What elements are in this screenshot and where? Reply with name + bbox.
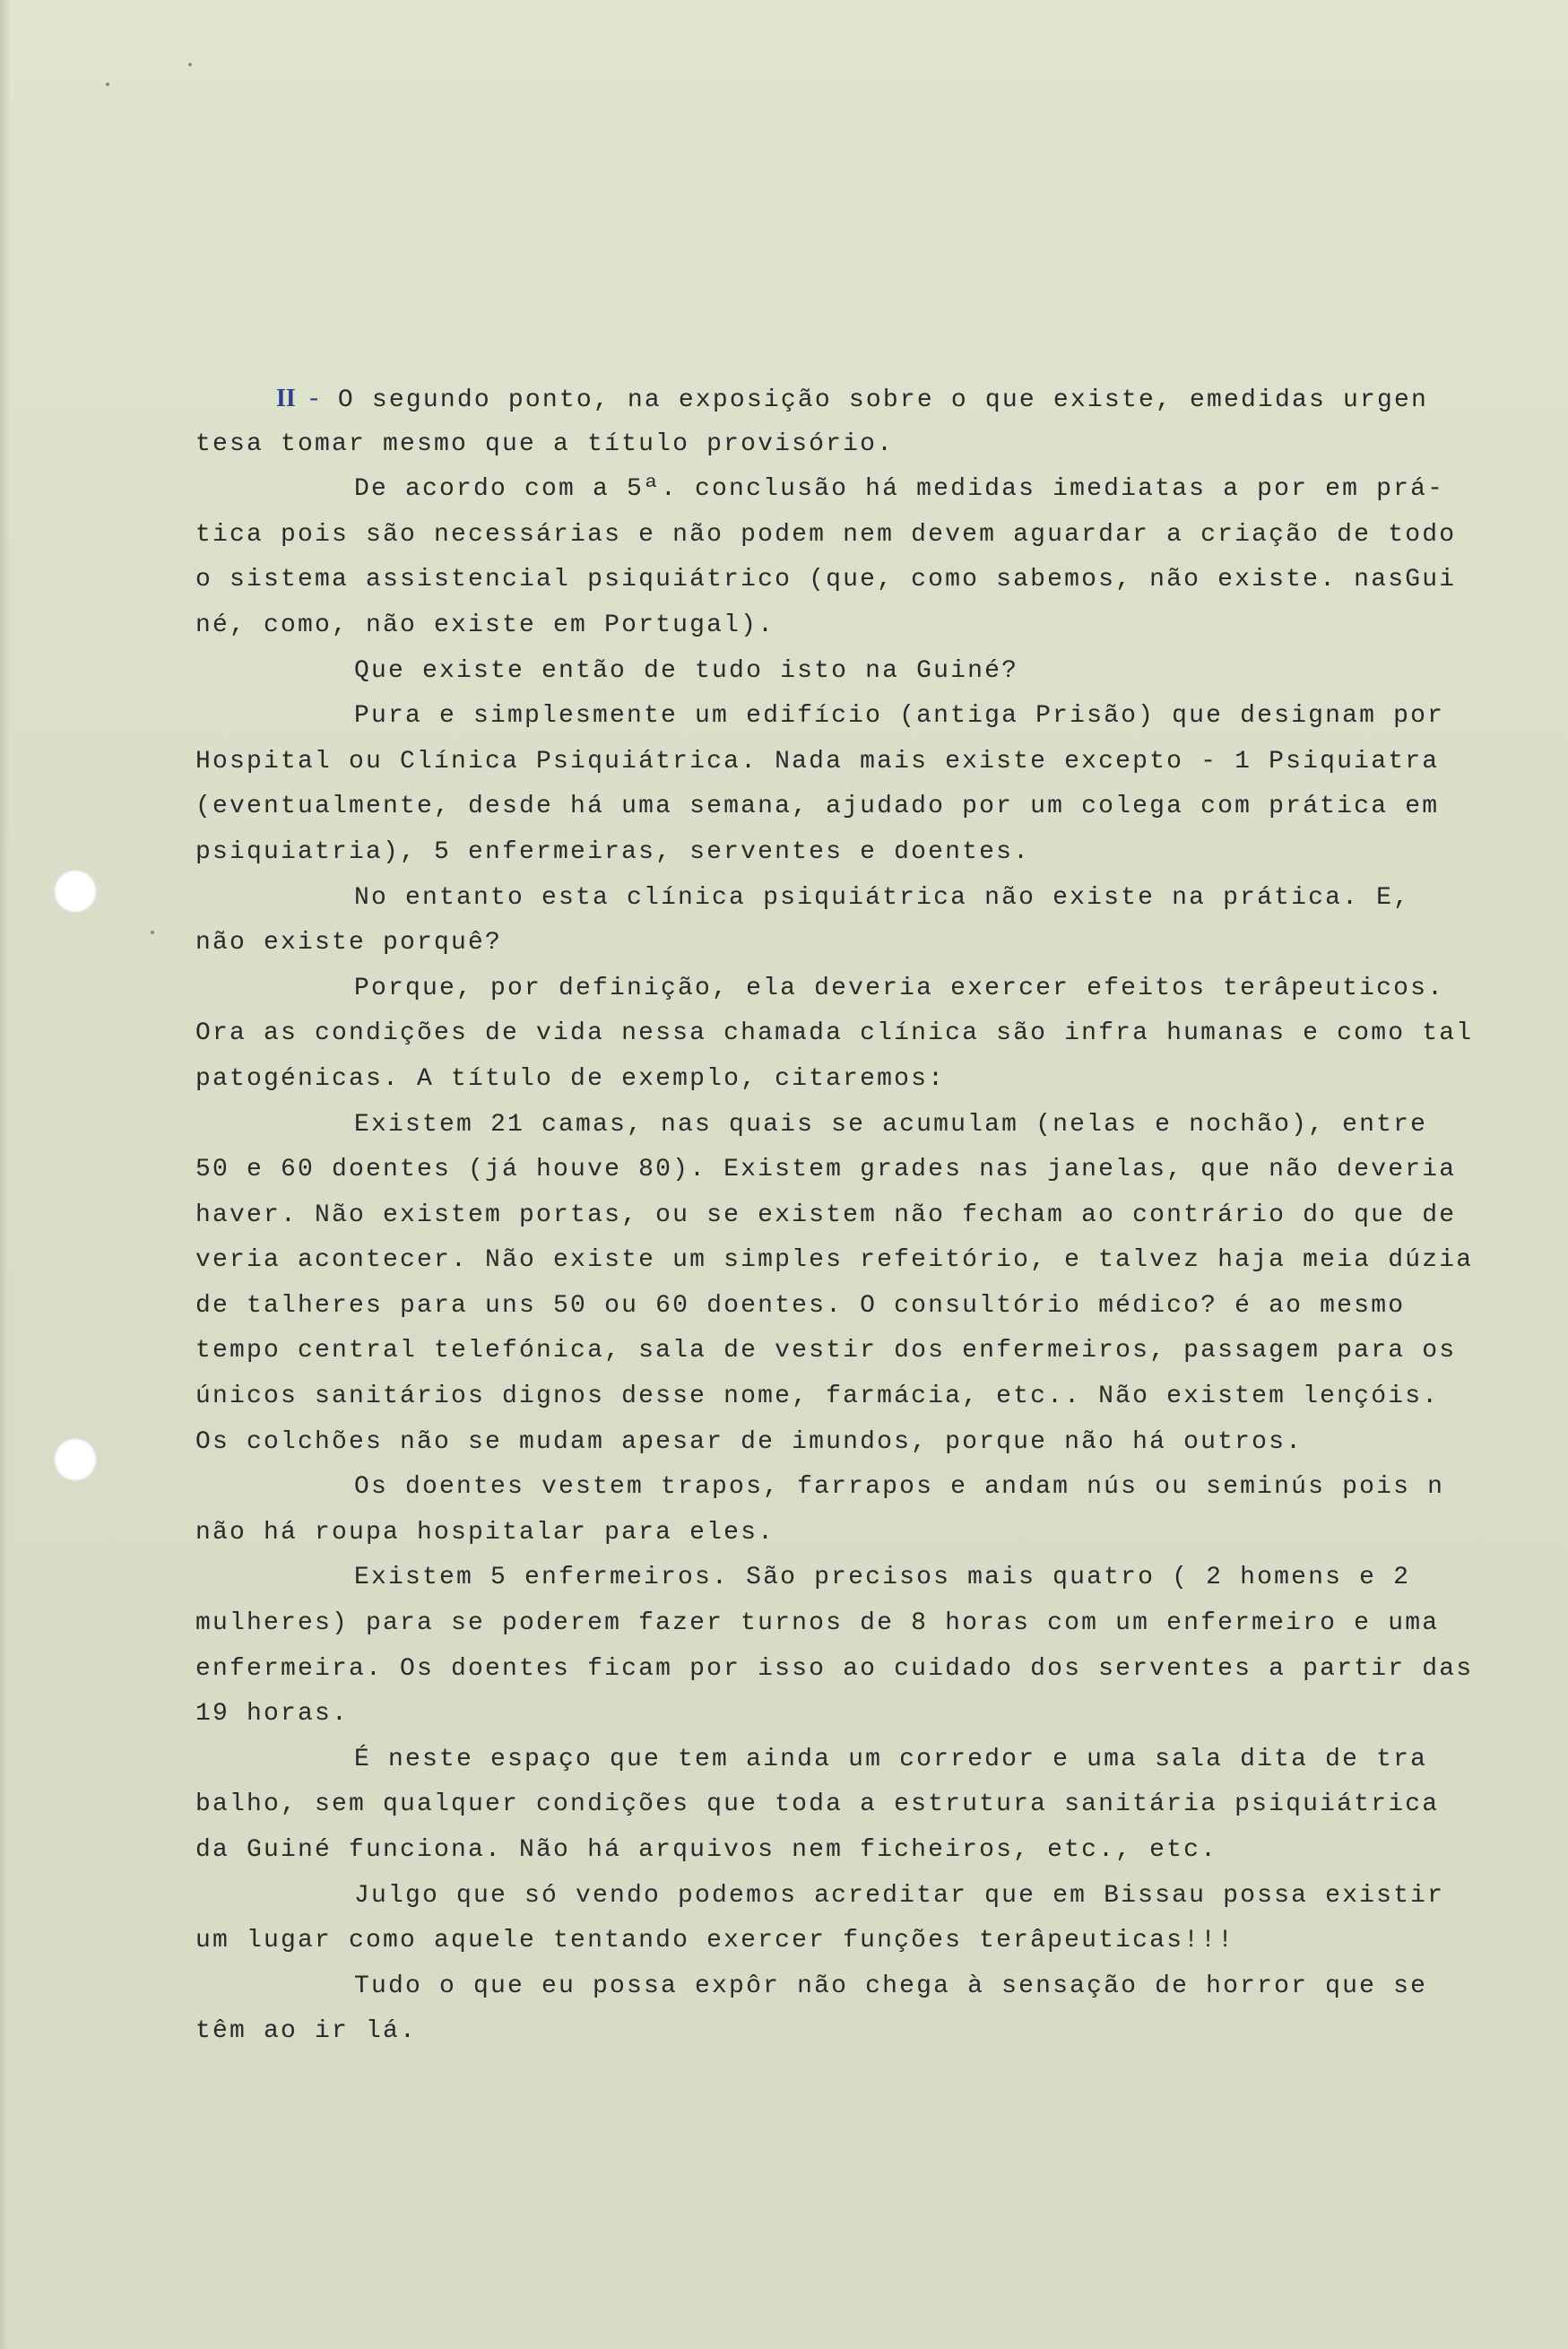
line-text: tesa tomar mesmo que a título provisório. bbox=[195, 429, 895, 458]
line-text: tempo central telefónica, sala de vestir dos enfermeiros, passagem para os bbox=[195, 1337, 1457, 1365]
line-text: No entanto esta clínica psiquiátrica não existe na prática. E, bbox=[354, 883, 1411, 912]
text-line bbox=[179, 921, 1434, 966]
text-line bbox=[179, 830, 1434, 876]
text-line bbox=[179, 513, 1457, 559]
line-text: 50 e 60 doentes (já houve 80). Existem grades nas janelas, que não deveria bbox=[195, 1156, 1457, 1184]
page-edge-shadow bbox=[0, 0, 9, 2349]
text-line bbox=[179, 467, 1445, 513]
line-text: balho, sem qualquer condições que toda a estrutura sanitária psiquiátrica bbox=[195, 1790, 1440, 1819]
text-line bbox=[179, 1103, 1434, 1148]
text-line bbox=[179, 1374, 1440, 1420]
text-line bbox=[179, 784, 1440, 830]
text-line bbox=[179, 1874, 1445, 1920]
text-line bbox=[179, 1284, 1434, 1330]
line-text: Pura e simplesmente um edifício (antiga Prisão) que designam por bbox=[354, 702, 1445, 731]
text-line bbox=[179, 1511, 1434, 1556]
text-line bbox=[179, 1011, 1474, 1057]
line-text: patogénicas. A título de exemplo, citaremos: bbox=[195, 1064, 946, 1093]
text-line bbox=[179, 649, 1434, 695]
text-line bbox=[179, 422, 1434, 468]
line-text: Porque, por definição, ela deveria exercer efeitos terâpeuticos. bbox=[354, 974, 1445, 1002]
line-text: mulheres) para se poderem fazer turnos de 8 horas com um enfermeiro e uma bbox=[195, 1609, 1440, 1638]
typed-text-body bbox=[179, 377, 1474, 2055]
line-text: Hospital ou Clínica Psiquiátrica. Nada mais existe excepto - 1 Psiquiatra bbox=[195, 747, 1440, 776]
line-text: De acordo com a 5ª. conclusão há medidas imediatas a por em prá- bbox=[354, 475, 1445, 504]
line-text: Os colchões não se mudam apesar de imundos, porque não há outros. bbox=[195, 1427, 1304, 1456]
section-marker: II bbox=[276, 385, 296, 412]
text-line bbox=[179, 1964, 1434, 2010]
line-text: têm ao ir lá. bbox=[195, 2017, 418, 2046]
text-line bbox=[179, 694, 1445, 740]
line-text: um lugar como aquele tentando exercer funções terâpeuticas!!! bbox=[195, 1927, 1235, 1955]
line-text: Julgo que só vendo podemos acreditar que em Bissau possa existir bbox=[354, 1881, 1445, 1910]
paper-speck bbox=[106, 82, 109, 86]
line-text: Tudo o que eu possa expôr não chega à sensação de horror que se bbox=[354, 1972, 1428, 2000]
text-line bbox=[179, 1919, 1434, 1964]
line-text: 19 horas. bbox=[195, 1700, 350, 1729]
line-text: Os doentes vestem trapos, farrapos e andam nús ou seminús pois n bbox=[354, 1473, 1445, 1502]
text-line bbox=[179, 1148, 1457, 1193]
line-text: não há roupa hospitalar para eles. bbox=[195, 1518, 775, 1547]
text-line bbox=[179, 1601, 1440, 1647]
text-line bbox=[179, 1057, 1434, 1103]
paper-speck bbox=[151, 931, 154, 934]
line-text: da Guiné funciona. Não há arquivos nem ficheiros, etc., etc. bbox=[195, 1836, 1218, 1864]
text-line bbox=[179, 377, 1434, 422]
text-line bbox=[179, 1465, 1445, 1511]
line-text: O segundo ponto, na exposição sobre o que existe, emedidas urgen bbox=[337, 386, 1428, 414]
punch-hole-top bbox=[54, 870, 97, 913]
section-marker-dash: - bbox=[306, 386, 324, 414]
line-text: o sistema assistencial psiquiátrico (que, como sabemos, não existe. nasGui bbox=[195, 566, 1457, 594]
line-text: Que existe então de tudo isto na Guiné? bbox=[354, 656, 1019, 685]
text-line bbox=[179, 966, 1445, 1012]
text-line bbox=[179, 1782, 1440, 1828]
line-text: de talheres para uns 50 ou 60 doentes. O consultório médico? é ao mesmo bbox=[195, 1291, 1406, 1320]
paper-speck bbox=[188, 63, 192, 66]
text-line bbox=[179, 1420, 1434, 1466]
line-text: haver. Não existem portas, ou se existem não fecham ao contrário do que de bbox=[195, 1201, 1457, 1229]
text-line bbox=[179, 1556, 1434, 1601]
line-text: Existem 21 camas, nas quais se acumulam (nelas e nochão), entre bbox=[354, 1110, 1428, 1139]
punch-hole-bottom bbox=[54, 1438, 97, 1481]
text-line bbox=[179, 876, 1434, 922]
line-text: Existem 5 enfermeiros. São precisos mais quatro ( 2 homens e 2 bbox=[354, 1564, 1411, 1592]
line-text: tica pois são necessárias e não podem nem devem aguardar a criação de todo bbox=[195, 520, 1457, 549]
line-text: únicos sanitários dignos desse nome, farmácia, etc.. Não existem lençóis. bbox=[195, 1383, 1440, 1411]
text-line bbox=[179, 603, 1434, 649]
text-line bbox=[179, 1193, 1457, 1239]
line-text: (eventualmente, desde há uma semana, ajudado por um colega com prática em bbox=[195, 793, 1440, 821]
line-text: Ora as condições de vida nessa chamada clínica são infra humanas e como tal bbox=[195, 1019, 1474, 1048]
text-line bbox=[179, 1329, 1457, 1374]
text-line bbox=[179, 1828, 1434, 1874]
text-line bbox=[179, 1647, 1474, 1693]
line-text: veria acontecer. Não existe um simples refeitório, e talvez haja meia dúzia bbox=[195, 1246, 1474, 1275]
line-text: É neste espaço que tem ainda um corredor e uma sala dita de tra bbox=[354, 1745, 1428, 1773]
text-line bbox=[179, 2009, 1434, 2055]
line-text: né, como, não existe em Portugal). bbox=[195, 611, 775, 639]
text-line bbox=[179, 1692, 1434, 1738]
text-line bbox=[179, 1238, 1474, 1284]
line-text: enfermeira. Os doentes ficam por isso ao cuidado dos serventes a partir das bbox=[195, 1654, 1474, 1683]
line-text: não existe porquê? bbox=[195, 929, 503, 958]
text-line bbox=[179, 1738, 1434, 1783]
text-line bbox=[179, 740, 1440, 785]
text-line bbox=[179, 558, 1457, 603]
line-text: psiquiatria), 5 enfermeiras, serventes e doentes. bbox=[195, 837, 1031, 866]
